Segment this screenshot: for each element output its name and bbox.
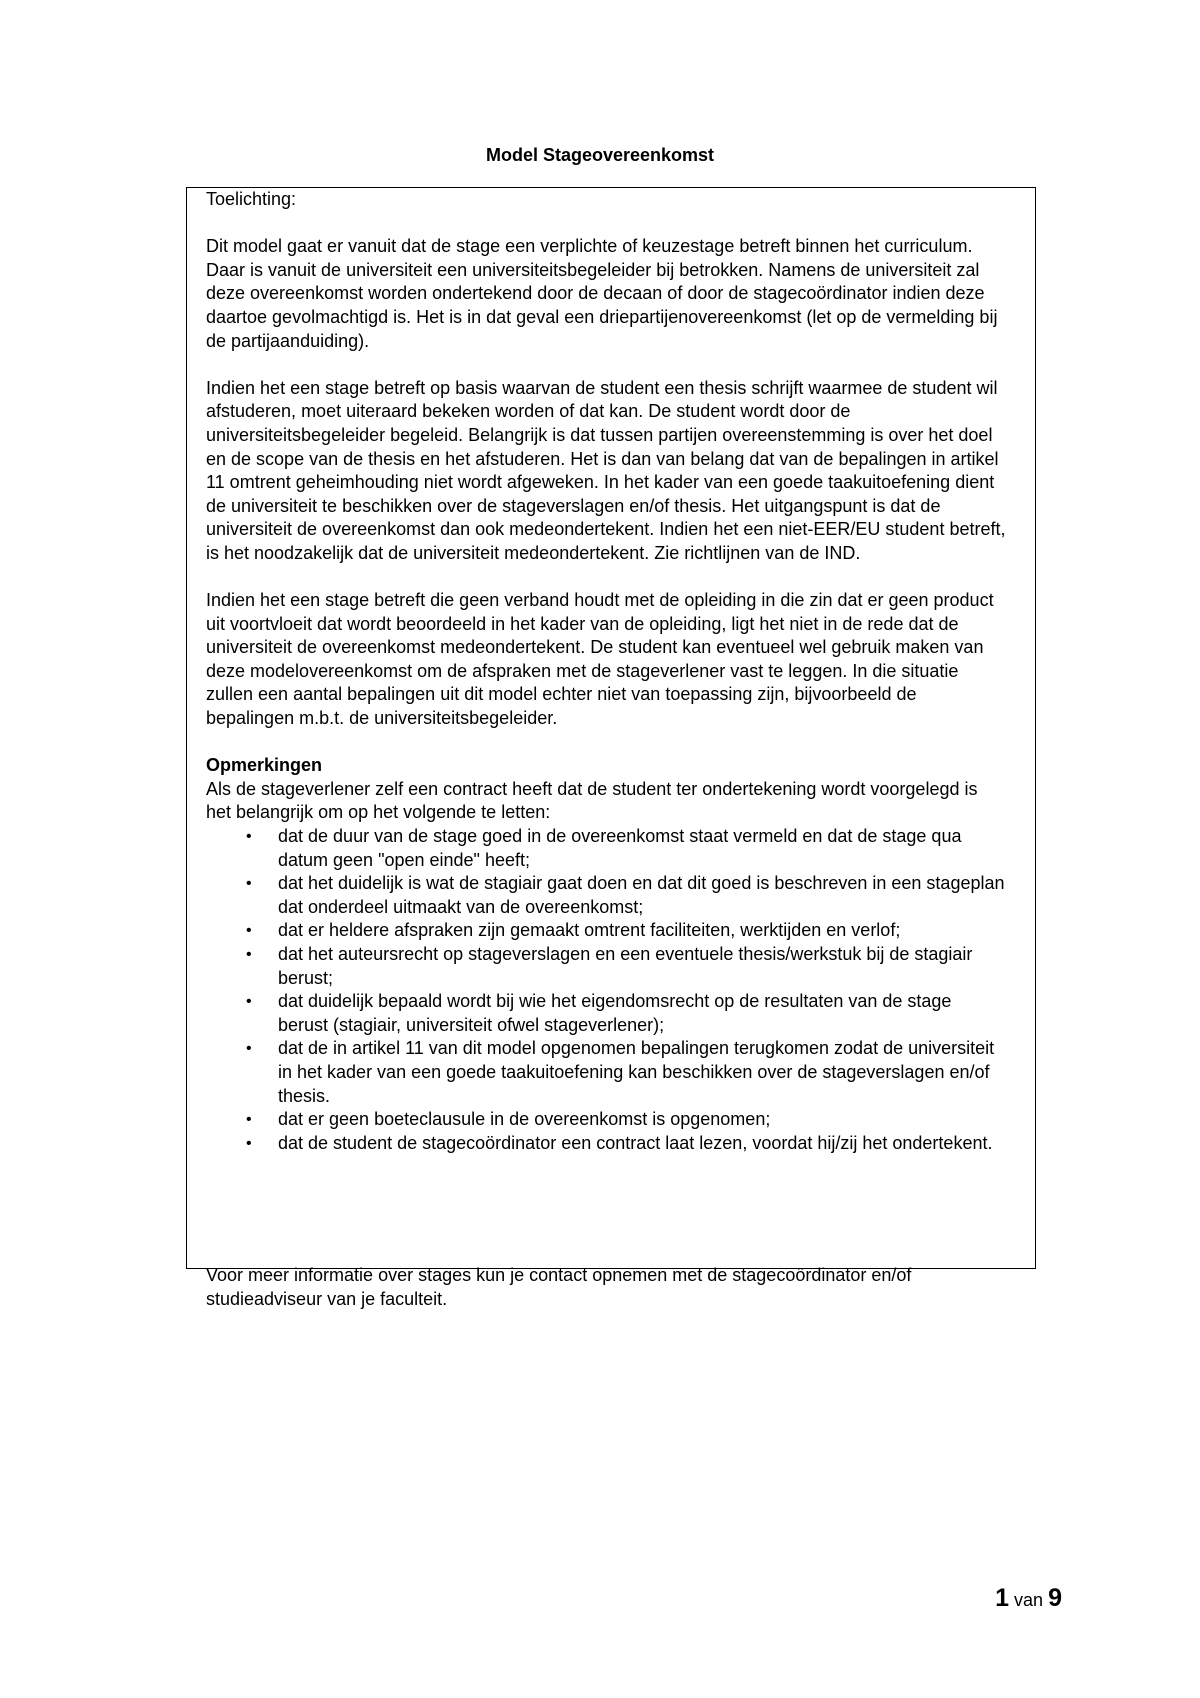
explanation-paragraph-3: Indien het een stage betreft die geen verband houdt met de opleiding in die zin dat er geen product uit voortvloeit dat wordt beoordeeld in het kader van de opleiding, ligt het niet in de rede dat de universiteit de overeenkomst medeondertekent. De student kan eventueel wel gebruik maken van deze modelovereenkomst om de afspraken met de stageverlener vast te leggen. In die situatie zullen een aantal bepalingen uit dit model echter niet van toepassing zijn, bijvoorbeeld de bepalingen m.b.t. de universiteitsbegeleider.	[206, 590, 994, 729]
bullet-icon: •	[246, 875, 252, 893]
bullet-icon: •	[246, 1040, 252, 1058]
explanation-paragraph-1: Dit model gaat er vanuit dat de stage een verplichte of keuzestage betreft binnen het curriculum. Daar is vanuit de universiteit een universiteitsbegeleider bij betrokken. Namens de universiteit zal deze overeenkomst worden ondertekend door de decaan of door de stagecoördinator indien deze daartoe gevolmachtigd is. Het is in dat geval een driepartijenovereenkomst (let op de vermelding bij de partijaanduiding).	[206, 236, 998, 351]
bullet-icon: •	[246, 922, 252, 940]
list-item	[206, 1108, 1006, 1132]
explanation-label: Toelichting:	[206, 189, 297, 209]
list-item-text: dat de in artikel 11 van dit model opgenomen bepalingen terugkomen zodat de universiteit in het kader van een goede taakuitoefening kan beschikken over de stageverslagen en/of thesis.	[278, 1038, 995, 1106]
bullet-icon: •	[246, 1134, 252, 1152]
footer-note	[206, 1264, 1006, 1311]
bullet-icon: •	[246, 1111, 252, 1129]
bullet-icon: •	[246, 946, 252, 963]
page-separator: van	[1014, 1590, 1044, 1610]
remarks-heading: Opmerkingen	[206, 755, 323, 776]
list-item	[206, 872, 1006, 919]
spacer	[206, 731, 1006, 755]
list-item-text: dat het duidelijk is wat de stagiair gaat doen en dat dit goed is beschreven in een stageplan dat onderdeel uitmaakt van de overeenkomst;	[278, 873, 1005, 917]
explanation-paragraph-2: Indien het een stage betreft op basis waarvan de student een thesis schrijft waarmee de student wil afstuderen, moet uiteraard bekeken worden of dat kan. De student wordt door de universiteitsbegeleider begeleid. Belangrijk is dat tussen partijen overeenstemming is over het doel en de scope van de thesis en het afstuderen. Het is dan van belang dat van de bepalingen in artikel 11 omtrent geheimhouding niet wordt afgeweken. In het kader van een goede taakuitoefening dient de universiteit te beschikken over de stageverslagen en/of thesis. Het uitgangspunt is dat de universiteit de overeenkomst dan ook medeondertekent. Indien het een niet-EER/EU student betreft, is het noodzakelijk dat de universiteit medeondertekent. Zie richtlijnen van de IND.	[206, 377, 1006, 563]
bullet-icon: •	[246, 993, 252, 1011]
list-item-text: dat er geen boeteclausule in de overeenkomst is opgenomen;	[278, 1109, 771, 1130]
list-item-text: dat er heldere afspraken zijn gemaakt omtrent faciliteiten, werktijden en verlof;	[278, 920, 901, 941]
list-item	[206, 825, 1006, 872]
spacer	[206, 566, 1006, 590]
list-item-text: dat het auteursrecht op stageverslagen en een eventuele thesis/werkstuk bij de stagiair berust;	[278, 944, 973, 988]
list-item-text: dat de duur van de stage goed in de overeenkomst staat vermeld en dat de stage qua datum geen "open einde" heeft;	[278, 826, 962, 870]
page-title: Model Stageovereenkomst	[485, 145, 715, 165]
bullet-icon: •	[246, 828, 252, 846]
list-item-text: dat de student de stagecoördinator een contract laat lezen, voordat hij/zij het ondertekent.	[278, 1132, 993, 1153]
list-item	[206, 919, 1006, 943]
page-total: 9	[1048, 1584, 1062, 1612]
list-item	[206, 943, 1006, 990]
spacer	[206, 212, 1006, 236]
page-number	[995, 1583, 1062, 1615]
spacer	[206, 353, 1006, 377]
page-current: 1	[995, 1584, 1010, 1612]
explanation-content	[206, 188, 1006, 1155]
footer-note-text: Voor meer informatie over stages kun je contact opnemen met de stagecoördinator en/of studieadviseur van je faculteit.	[206, 1265, 912, 1309]
list-item	[206, 1132, 1006, 1156]
list-item-text: dat duidelijk bepaald wordt bij wie het eigendomsrecht op de resultaten van de stage berust (stagiair, universiteit ofwel stageverlener);	[278, 991, 952, 1035]
list-item	[206, 990, 1006, 1037]
list-item	[206, 1037, 1006, 1108]
remarks-intro: Als de stageverlener zelf een contract heeft dat de student ter ondertekening wordt voorgelegd is het belangrijk om op het volgende te letten:	[206, 778, 978, 823]
remarks-list	[206, 825, 1006, 1155]
